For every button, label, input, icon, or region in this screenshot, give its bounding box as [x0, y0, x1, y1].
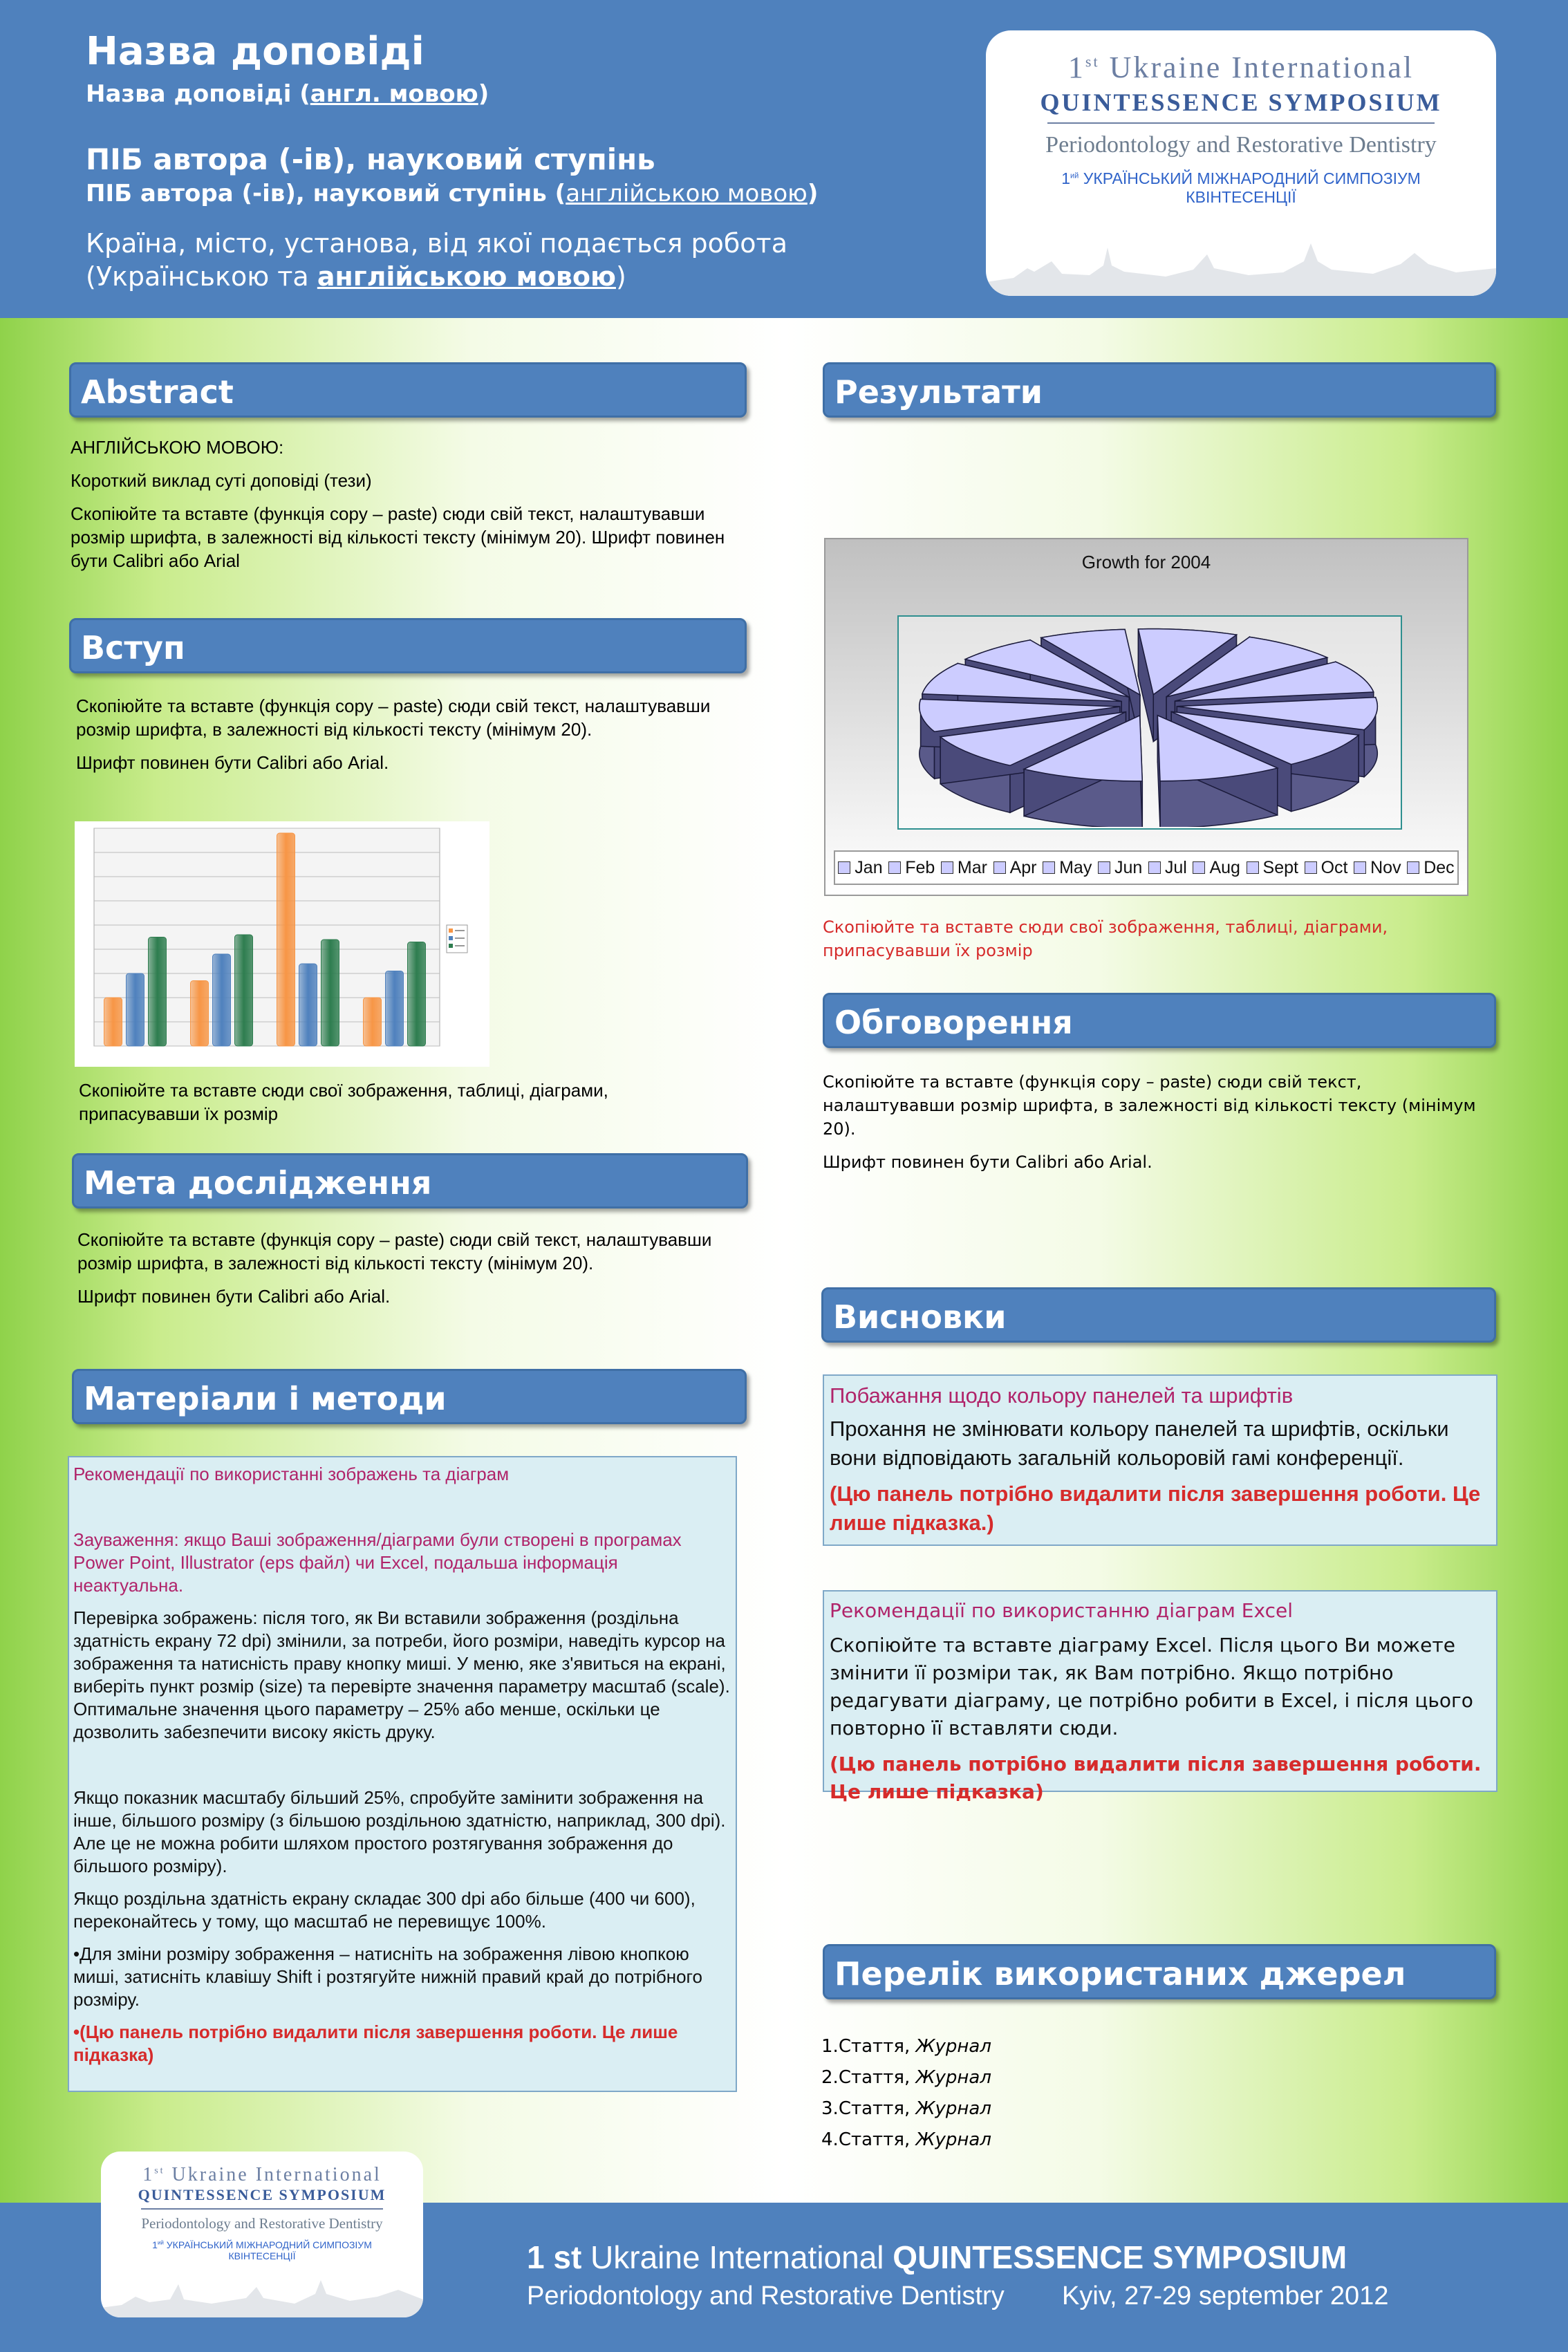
abstract-header: Abstract: [69, 362, 747, 418]
logo-line3: Periodontology and Restorative Dentistry: [1045, 132, 1437, 158]
subtitle-end: ): [478, 80, 489, 108]
logo-small-line5: КВІНТЕСЕНЦІЇ: [228, 2250, 296, 2261]
abstract-p1: АНГЛІЙСЬКОЮ МОВОЮ:: [71, 437, 284, 458]
pie-legend-swatch: [1305, 861, 1317, 874]
bar: [235, 935, 253, 1046]
pie-legend-label: Nov: [1370, 857, 1401, 877]
methods-p4: •Для зміни розміру зображення – натисніть на зображення лівою кнопкою миші, затисніть клавішу Shift і розтягуйте нижній правий край до потрібного розміру.: [73, 1943, 702, 2010]
methods-p2: Якщо показник масштабу більший 25%, спробуйте замінити зображення на інше, більшого розміру (з більшою роздільною здатністю, наприклад, 300 dpi). Але це не можна робити шляхом простого розтягування зображення до більшого розміру).: [73, 1787, 726, 1876]
pie-chart-title: Growth for 2004: [1081, 552, 1211, 572]
reference-item: 1.Стаття, Журнал: [821, 2036, 991, 2057]
discussion-p1: Скопіюйте та вставте (функція copy – paste) сюди свій текст, налаштувавши розмір шрифта, в залежності від кількості тексту (мінімум 20).: [823, 1072, 1476, 1139]
methods-p5: •(Цю панель потрібно видалити після завершення роботи. Це лише підказка): [73, 2022, 678, 2065]
references-header: Перелік використаних джерел: [823, 1944, 1496, 1999]
author-name-en: [86, 180, 818, 207]
author-name: ПІБ автора (-ів), науковий ступінь: [86, 142, 655, 176]
results-caption: Скопіюйте та вставте сюди свої зображення, таблиці, діаграми, припасувавши їх розмір: [823, 917, 1388, 960]
institution-lang-link[interactable]: англійською мовою: [317, 261, 616, 292]
colors-tip-box: [823, 1374, 1497, 1546]
kyiv-skyline-small-icon: [101, 2276, 423, 2317]
pie-legend-item: [1247, 858, 1298, 878]
methods-p1: Перевірка зображень: після того, як Ви вставили зображення (роздільна здатність екрану 72 dpi) змінили, за потреби, його розміри, наведіть курсор на зображення та натисність праву кнопку миші. У меню, яке з'явиться на екрані, виберіть пункт розмір (size) та перевірте значення параметру масштаб (scale). Оптимальне значення цього параметру – 25% або менше, оскільки це дозволить забезпечити високу якість друку.: [73, 1607, 730, 1742]
bar: [299, 964, 317, 1046]
pie-legend-label: Jan: [855, 857, 883, 877]
subtitle-link[interactable]: англ. мовою: [310, 80, 478, 108]
logo-line1: 1st Ukraine International: [1067, 50, 1415, 84]
excel-tip-title: Рекомендації по використанню діаграм Excel: [830, 1599, 1293, 1622]
poster-subtitle: [86, 80, 489, 108]
pie-legend-label: May: [1059, 857, 1092, 877]
methods-note: Зауваження: якщо Ваші зображення/діаграми були створені в програмах Power Point, Illustrator (eps файл) чи Excel, подальша інформація неактуальна.: [73, 1529, 682, 1596]
bar-legend-swatch: [449, 928, 453, 933]
institution: Країна, місто, установа, від якої подається робота: [86, 228, 787, 259]
logo-small-line4: $1^{ий}$ УКРАЇНСЬКИЙ МІЖНАРОДНИЙ СИМПОЗІУМ: [152, 2239, 372, 2250]
pie-legend-item: [1098, 858, 1142, 878]
bar: [213, 954, 231, 1046]
colors-tip-p1: Прохання не змінювати кольору панелей та шрифтів, оскільки вони відповідають загальній кольоровій гамі конференції.: [830, 1417, 1449, 1470]
pie-legend-item: [888, 858, 935, 878]
reference-item: 3.Стаття, Журнал: [821, 2098, 991, 2119]
kyiv-skyline-icon: [986, 234, 1496, 296]
footer-line2b: Kyiv, 27-29 september 2012: [1062, 2281, 1389, 2311]
pie-legend-item: [1354, 858, 1401, 878]
pie-legend-swatch: [838, 861, 850, 874]
pie-legend: [834, 850, 1459, 885]
pie-legend-label: Aug: [1209, 857, 1240, 877]
pie-legend-item: [1148, 858, 1187, 878]
pie-legend-swatch: [1098, 861, 1110, 874]
pie-legend-label: Jun: [1114, 857, 1143, 877]
pie-legend-item: [1407, 858, 1454, 878]
aim-p2: Шрифт повинен бути Calibri або Arial.: [77, 1286, 391, 1307]
pie-legend-swatch: [1354, 861, 1366, 874]
institution-lang-text: (Українською та: [86, 261, 317, 292]
excel-tip-p1: Скопіюйте та вставте діаграму Excel. Після цього Ви можете змінити її розміри так, як Вам потрібно. Якщо потрібно редагувати діаграму, це потрібно робити в Excel, і після цього повторно її вставляти сюди.: [830, 1634, 1473, 1739]
discussion-header: Обговорення: [823, 993, 1496, 1048]
institution-lang: [86, 261, 626, 292]
bar-chart: [75, 821, 489, 1067]
methods-box-title: Рекомендації по використанні зображень та діаграм: [73, 1464, 510, 1484]
bar: [104, 998, 122, 1046]
intro-header: Вступ: [69, 618, 747, 673]
pie-legend-label: Feb: [905, 857, 935, 877]
pie-legend-swatch: [1407, 861, 1419, 874]
bar: [408, 942, 426, 1047]
references-list: [821, 2031, 1444, 2156]
pie-legend-swatch: [993, 861, 1006, 874]
pie-legend-item: [993, 858, 1037, 878]
pie-legend-label: Apr: [1009, 857, 1037, 877]
institution-lang-end: ): [615, 261, 626, 292]
pie-legend-swatch: [1193, 861, 1205, 874]
colors-tip-title: Побажання щодо кольору панелей та шрифтів: [830, 1383, 1294, 1408]
logo-line4: $1^{ий}$ УКРАЇНСЬКИЙ МІЖНАРОДНИЙ СИМПОЗІУМ: [1061, 169, 1421, 187]
pie-legend-item: [1043, 858, 1092, 878]
logo-small-divider: [141, 2208, 383, 2210]
bar-legend: [447, 925, 467, 953]
bar: [127, 973, 144, 1046]
abstract-text: [71, 436, 748, 582]
logo-divider: [1047, 122, 1435, 124]
pie-legend-swatch: [1148, 861, 1161, 874]
colors-tip-p2: (Цю панель потрібно видалити після завершення роботи. Це лише підказка.): [830, 1482, 1481, 1535]
pie-legend-item: [838, 858, 882, 878]
discussion-p2: Шрифт повинен бути Calibri або Arial.: [823, 1152, 1152, 1172]
logo-line5: КВІНТЕСЕНЦІЇ: [1186, 188, 1296, 206]
author-en-text: ПІБ автора (-ів), науковий ступінь (: [86, 180, 566, 207]
aim-header: Мета дослідження: [72, 1153, 748, 1208]
footer-line1: 1 st Ukraine International QUINTESSENCE SYMPOSIUM: [527, 2239, 1347, 2275]
excel-tip-p2: (Цю панель потрібно видалити після завершення роботи. Це лише підказка): [830, 1753, 1482, 1803]
aim-text: [77, 1228, 755, 1318]
intro-caption: Скопіюйте та вставте сюди свої зображення, таблиці, діаграми, припасувавши їх розмір: [79, 1080, 608, 1124]
abstract-p2: Короткий виклад суті доповіді (тези): [71, 470, 372, 491]
pie-legend-item: [1193, 858, 1240, 878]
pie-legend-label: Jul: [1164, 857, 1187, 877]
bar: [321, 940, 339, 1046]
pie-legend-label: Sept: [1262, 857, 1298, 877]
author-en-link[interactable]: англійською мовою: [566, 180, 808, 207]
reference-item: 4.Стаття, Журнал: [821, 2129, 991, 2150]
pie-legend-label: Dec: [1424, 857, 1455, 877]
bar: [386, 971, 404, 1047]
bar: [364, 998, 382, 1046]
pie-legend-swatch: [888, 861, 901, 874]
bar-legend-swatch: [449, 936, 453, 940]
bar: [149, 937, 167, 1047]
conclusions-header: Висновки: [821, 1287, 1496, 1343]
methods-header: Матеріали і методи: [72, 1369, 747, 1424]
pie-plot: [897, 615, 1399, 827]
results-header: Результати: [823, 362, 1496, 418]
intro-text: [76, 694, 754, 784]
bar: [191, 981, 209, 1047]
pie-legend-label: Mar: [957, 857, 987, 877]
pie-chart: [824, 538, 1468, 896]
methods-p3: Якщо роздільна здатність екрану складає 300 dpi або більше (400 чи 600), переконайтесь у тому, що масштаб не перевищує 100%.: [73, 1888, 696, 1932]
abstract-p3: Скопіюйте та вставте (функція copy – paste) сюди свій текст, налаштувавши розмір шрифта, в залежності від кількості тексту (мінімум 20). Шрифт повинен бути Calibri або Arial: [71, 503, 725, 571]
symposium-logo-top: [986, 30, 1496, 296]
logo-small-line1: 1st Ukraine International: [142, 2164, 382, 2185]
intro-p2: Шрифт повинен бути Calibri або Arial.: [76, 752, 389, 773]
pie-legend-swatch: [1247, 861, 1259, 874]
pie-legend-item: [941, 858, 987, 878]
pie-legend-item: [1305, 858, 1348, 878]
pie-legend-label: Oct: [1320, 857, 1348, 877]
footer-line2a: Periodontology and Restorative Dentistry: [527, 2281, 1005, 2311]
aim-p1: Скопіюйте та вставте (функція copy – paste) сюди свій текст, налаштувавши розмір шрифта, в залежності від кількості тексту (мінімум 20).: [77, 1229, 712, 1273]
pie-legend-swatch: [1043, 861, 1055, 874]
logo-small-line2: QUINTESSENCE SYMPOSIUM: [138, 2186, 386, 2203]
poster-title: Назва доповіді: [86, 29, 424, 74]
discussion-text: [823, 1070, 1486, 1184]
author-en-end: ): [807, 180, 819, 207]
bar: [277, 833, 295, 1046]
logo-line2: QUINTESSENCE SYMPOSIUM: [1040, 88, 1442, 116]
pie-legend-swatch: [941, 861, 953, 874]
excel-tip-box: [823, 1590, 1497, 1803]
methods-tip-box: [68, 1456, 737, 2092]
intro-p1: Скопіюйте та вставте (функція copy – paste) сюди свій текст, налаштувавши розмір шрифта, в залежності від кількості тексту (мінімум 20).: [76, 696, 711, 740]
logo-small-line3: Periodontology and Restorative Dentistry: [141, 2215, 383, 2232]
reference-item: 2.Стаття, Журнал: [821, 2067, 991, 2088]
subtitle-text: Назва доповіді (: [86, 80, 310, 108]
bar-legend-swatch: [449, 944, 453, 948]
symposium-logo-bottom: [101, 2152, 423, 2317]
